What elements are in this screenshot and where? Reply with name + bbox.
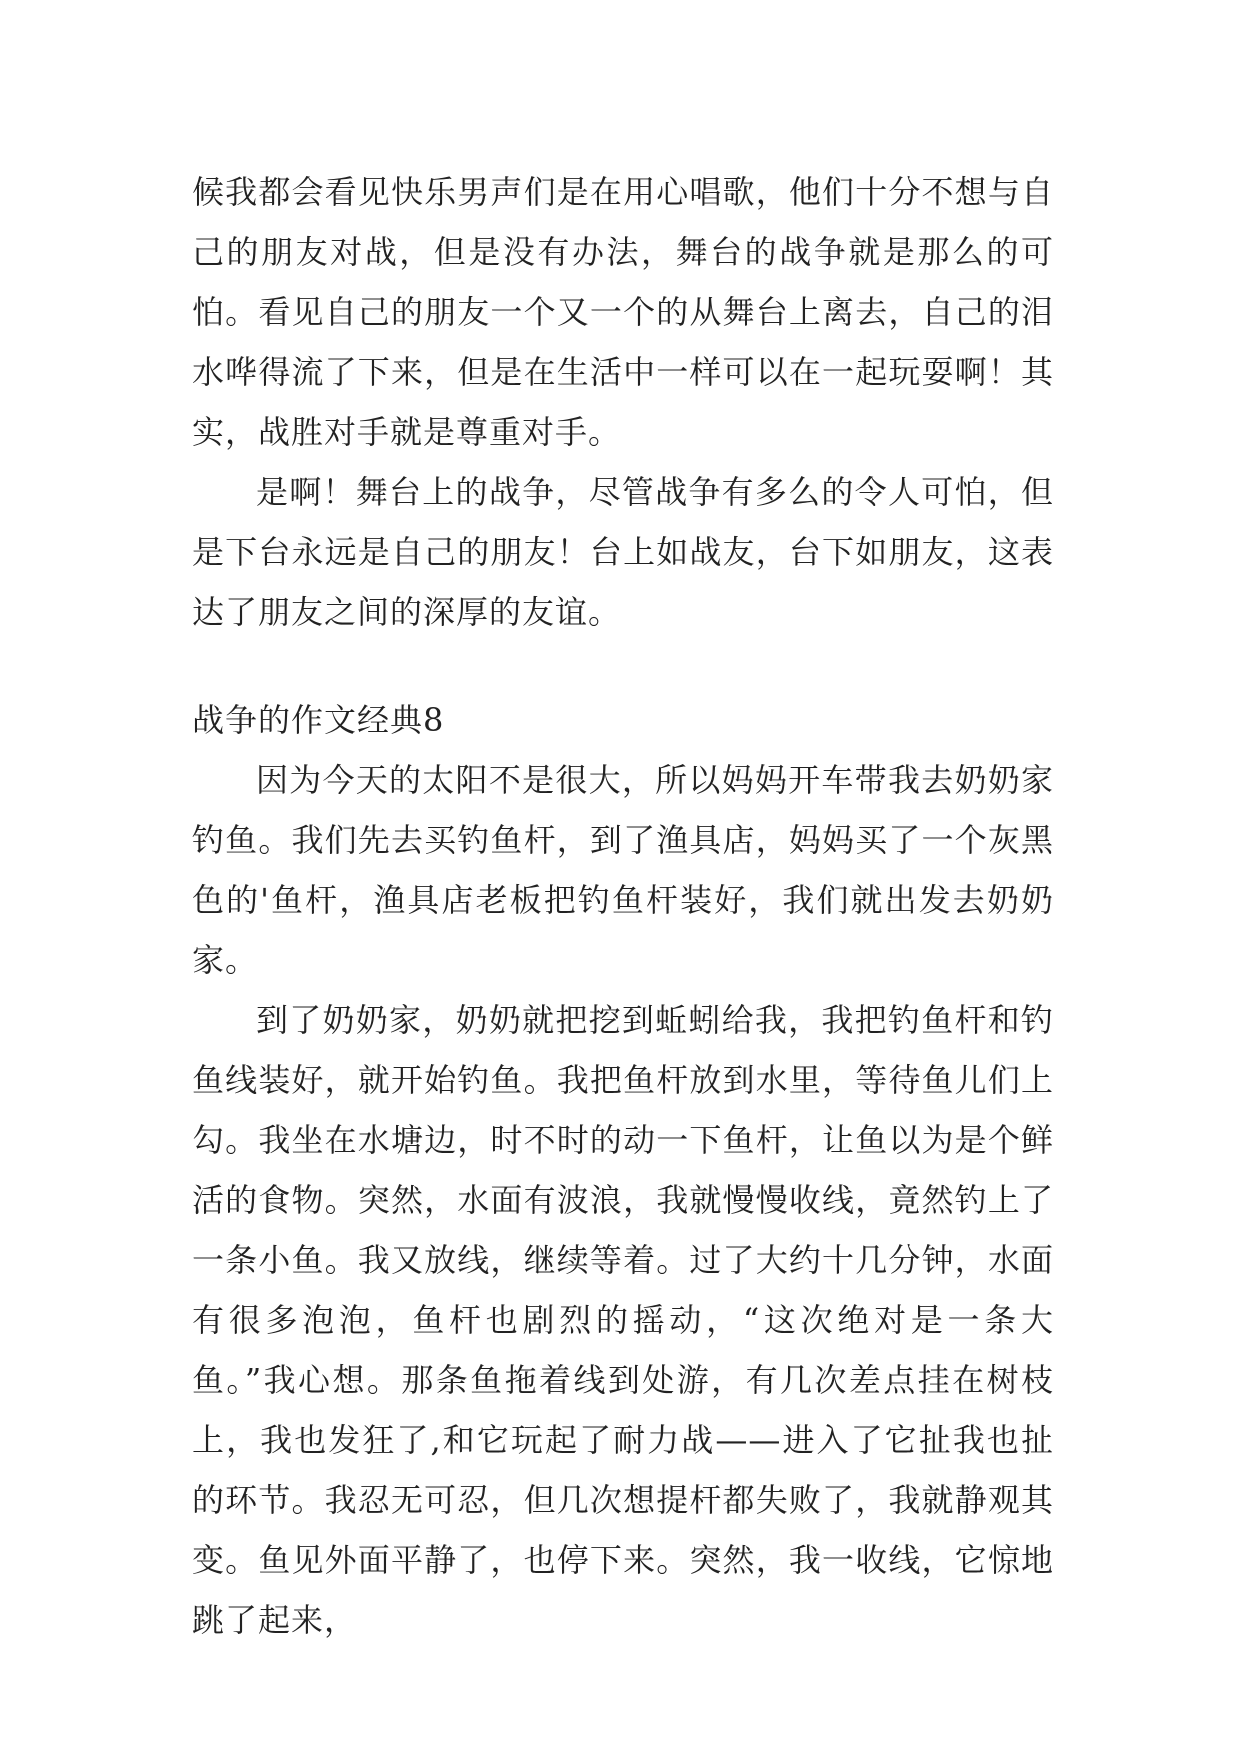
paragraph-fishing-intro: 因为今天的太阳不是很大，所以妈妈开车带我去奶奶家钓鱼。我们先去买钓鱼杆，到了渔具店，妈妈买了一个灰黑色的'鱼杆，渔具店老板把钓鱼杆装好，我们就出发去奶奶家。 [192,761,1054,979]
paragraph-fishing-story: 到了奶奶家，奶奶就把挖到蚯蚓给我，我把钓鱼杆和钓鱼线装好，就开始钓鱼。我把鱼杆放到水里，等待鱼儿们上勾。我坐在水塘边，时不时的动一下鱼杆，让鱼以为是个鲜活的食物。突然，水面有波浪，我就慢慢收线，竟然钓上了一条小鱼。我又放线，继续等着。过了大约十几分钟，水面有很多泡泡，鱼杆也剧烈的摇动，“这次绝对是一条大鱼。”我心想。那条鱼拖着线到处游，有几次差点挂在树枝上，我也发狂了,和它玩起了耐力战——进入了它扯我也扯的环节。我忍无可忍，但几次想提杆都失败了，我就静观其变。鱼见外面平静了，也停下来。突然，我一收线，它惊地跳了起来， [192,1001,1054,1639]
section-title: 战争的作文经典8 [192,701,445,739]
paragraph-conclusion: 是啊！舞台上的战争，尽管战争有多么的令人可怕，但是下台永远是自己的朋友！台上如战友，台下如朋友，这表达了朋友之间的深厚的友谊。 [192,473,1054,631]
document-page [192,162,1054,1650]
paragraph-continuation: 候我都会看见快乐男声们是在用心唱歌，他们十分不想与自己的朋友对战，但是没有办法，舞台的战争就是那么的可怕。看见自己的朋友一个又一个的从舞台上离去，自己的泪水哗得流了下来，但是在生活中一样可以在一起玩耍啊！其实，战胜对手就是尊重对手。 [192,173,1054,451]
